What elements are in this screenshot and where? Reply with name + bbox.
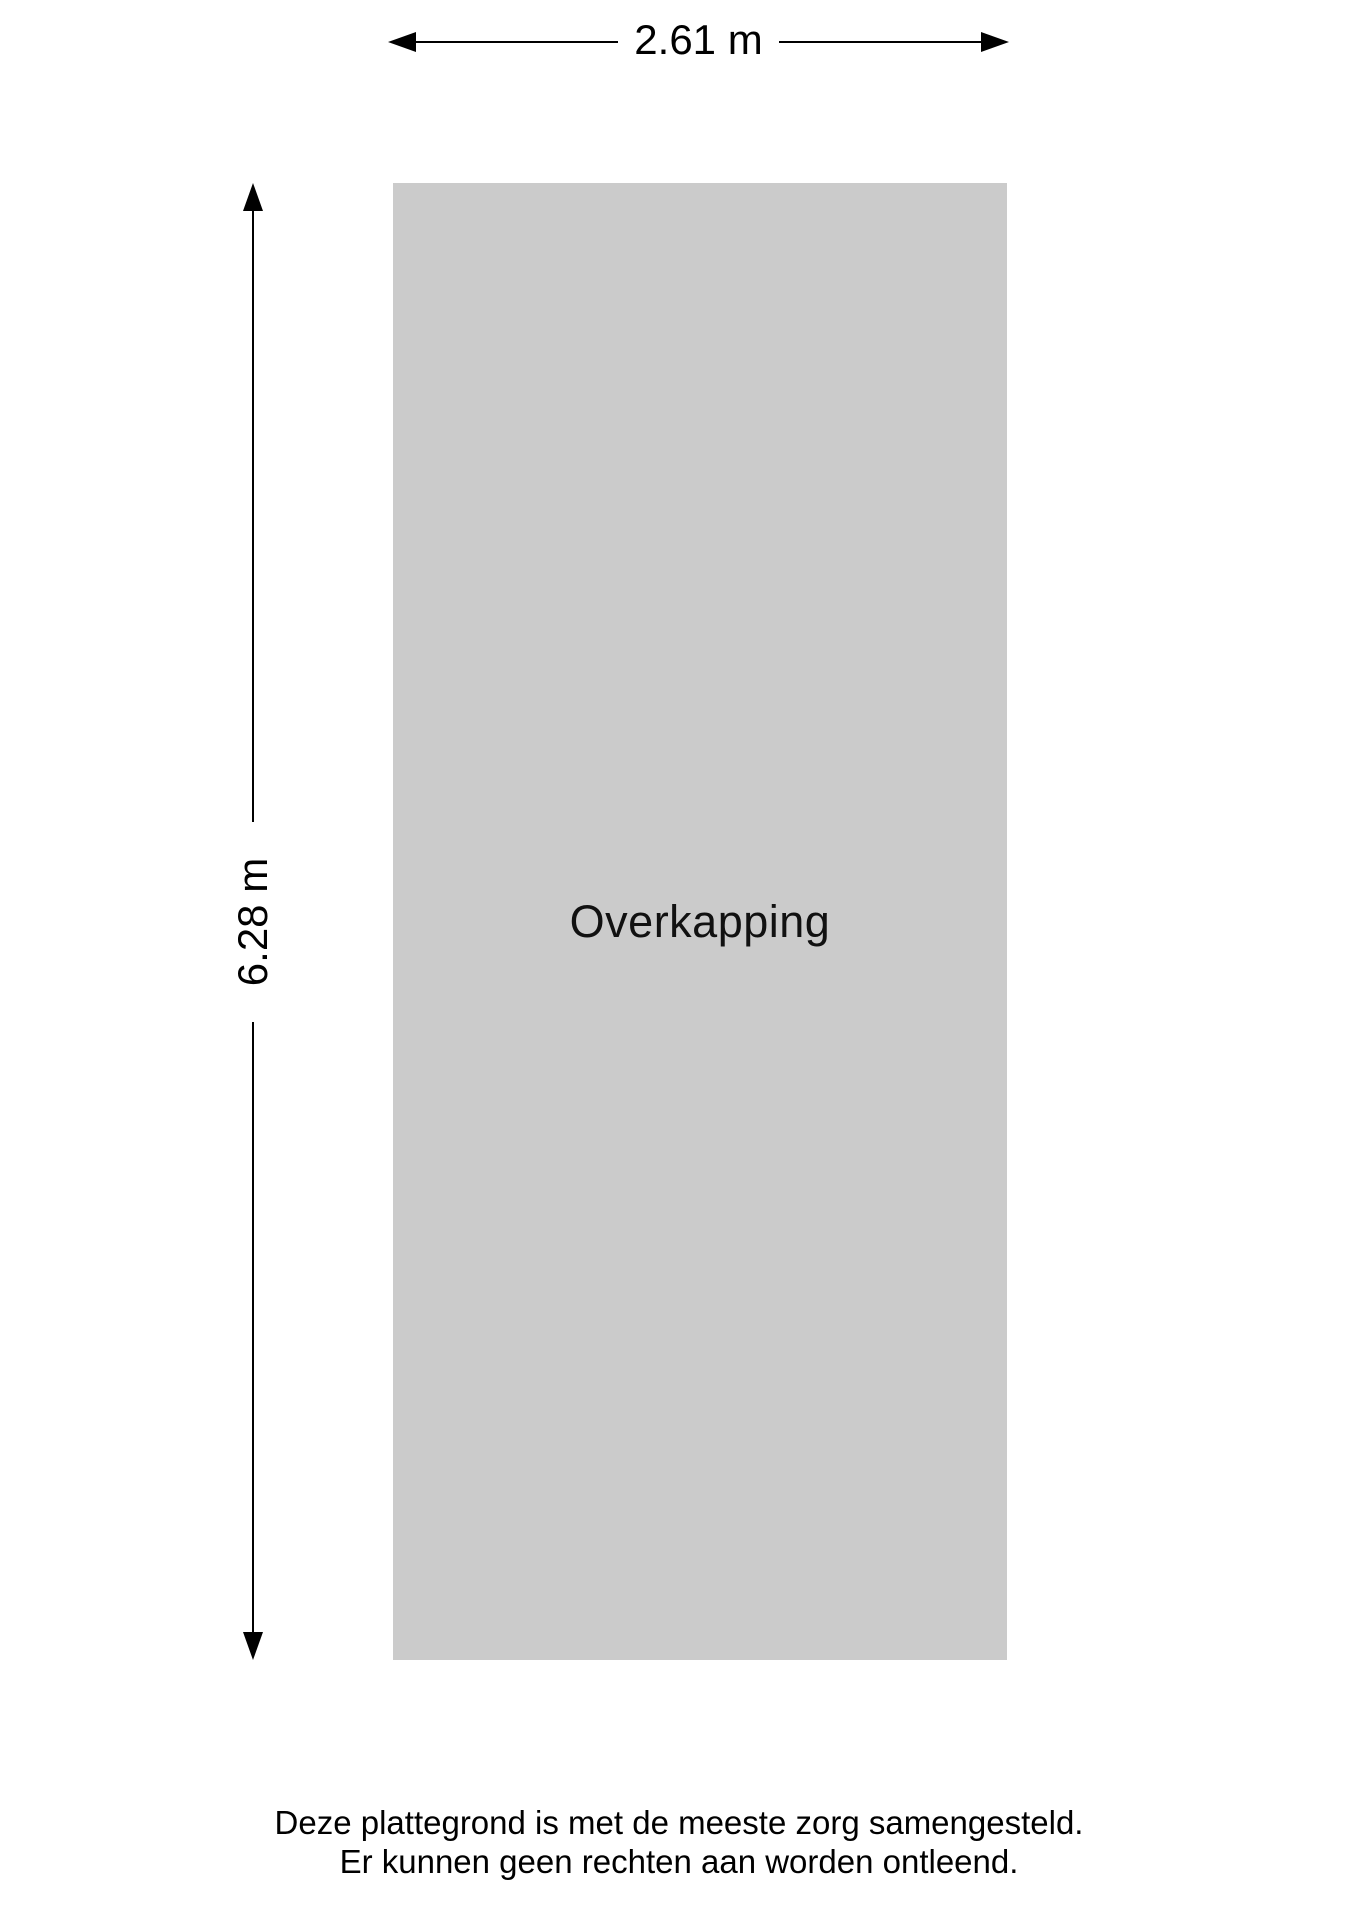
disclaimer-line-2: Er kunnen geen rechten aan worden ontleend.	[339, 1842, 1019, 1880]
dimension-line	[779, 41, 981, 43]
height-dimension	[229, 183, 276, 1660]
arrow-right-icon	[981, 32, 1009, 52]
width-dimension	[388, 16, 1009, 63]
dimension-line	[416, 41, 618, 43]
arrow-left-icon	[388, 32, 416, 52]
room-label: Overkapping	[569, 896, 831, 947]
arrow-down-icon	[243, 1632, 263, 1660]
width-dimension-label: 2.61 m	[634, 16, 763, 63]
height-dimension-label: 6.28 m	[229, 857, 276, 986]
disclaimer	[0, 1804, 1358, 1881]
arrow-up-icon	[243, 183, 263, 211]
dimension-line	[252, 211, 254, 822]
dimension-line	[252, 1022, 254, 1633]
disclaimer-line-1: Deze plattegrond is met de meeste zorg samengesteld.	[274, 1804, 1084, 1841]
height-dimension-label-area	[229, 822, 276, 1022]
room-overkapping	[393, 183, 1007, 1660]
